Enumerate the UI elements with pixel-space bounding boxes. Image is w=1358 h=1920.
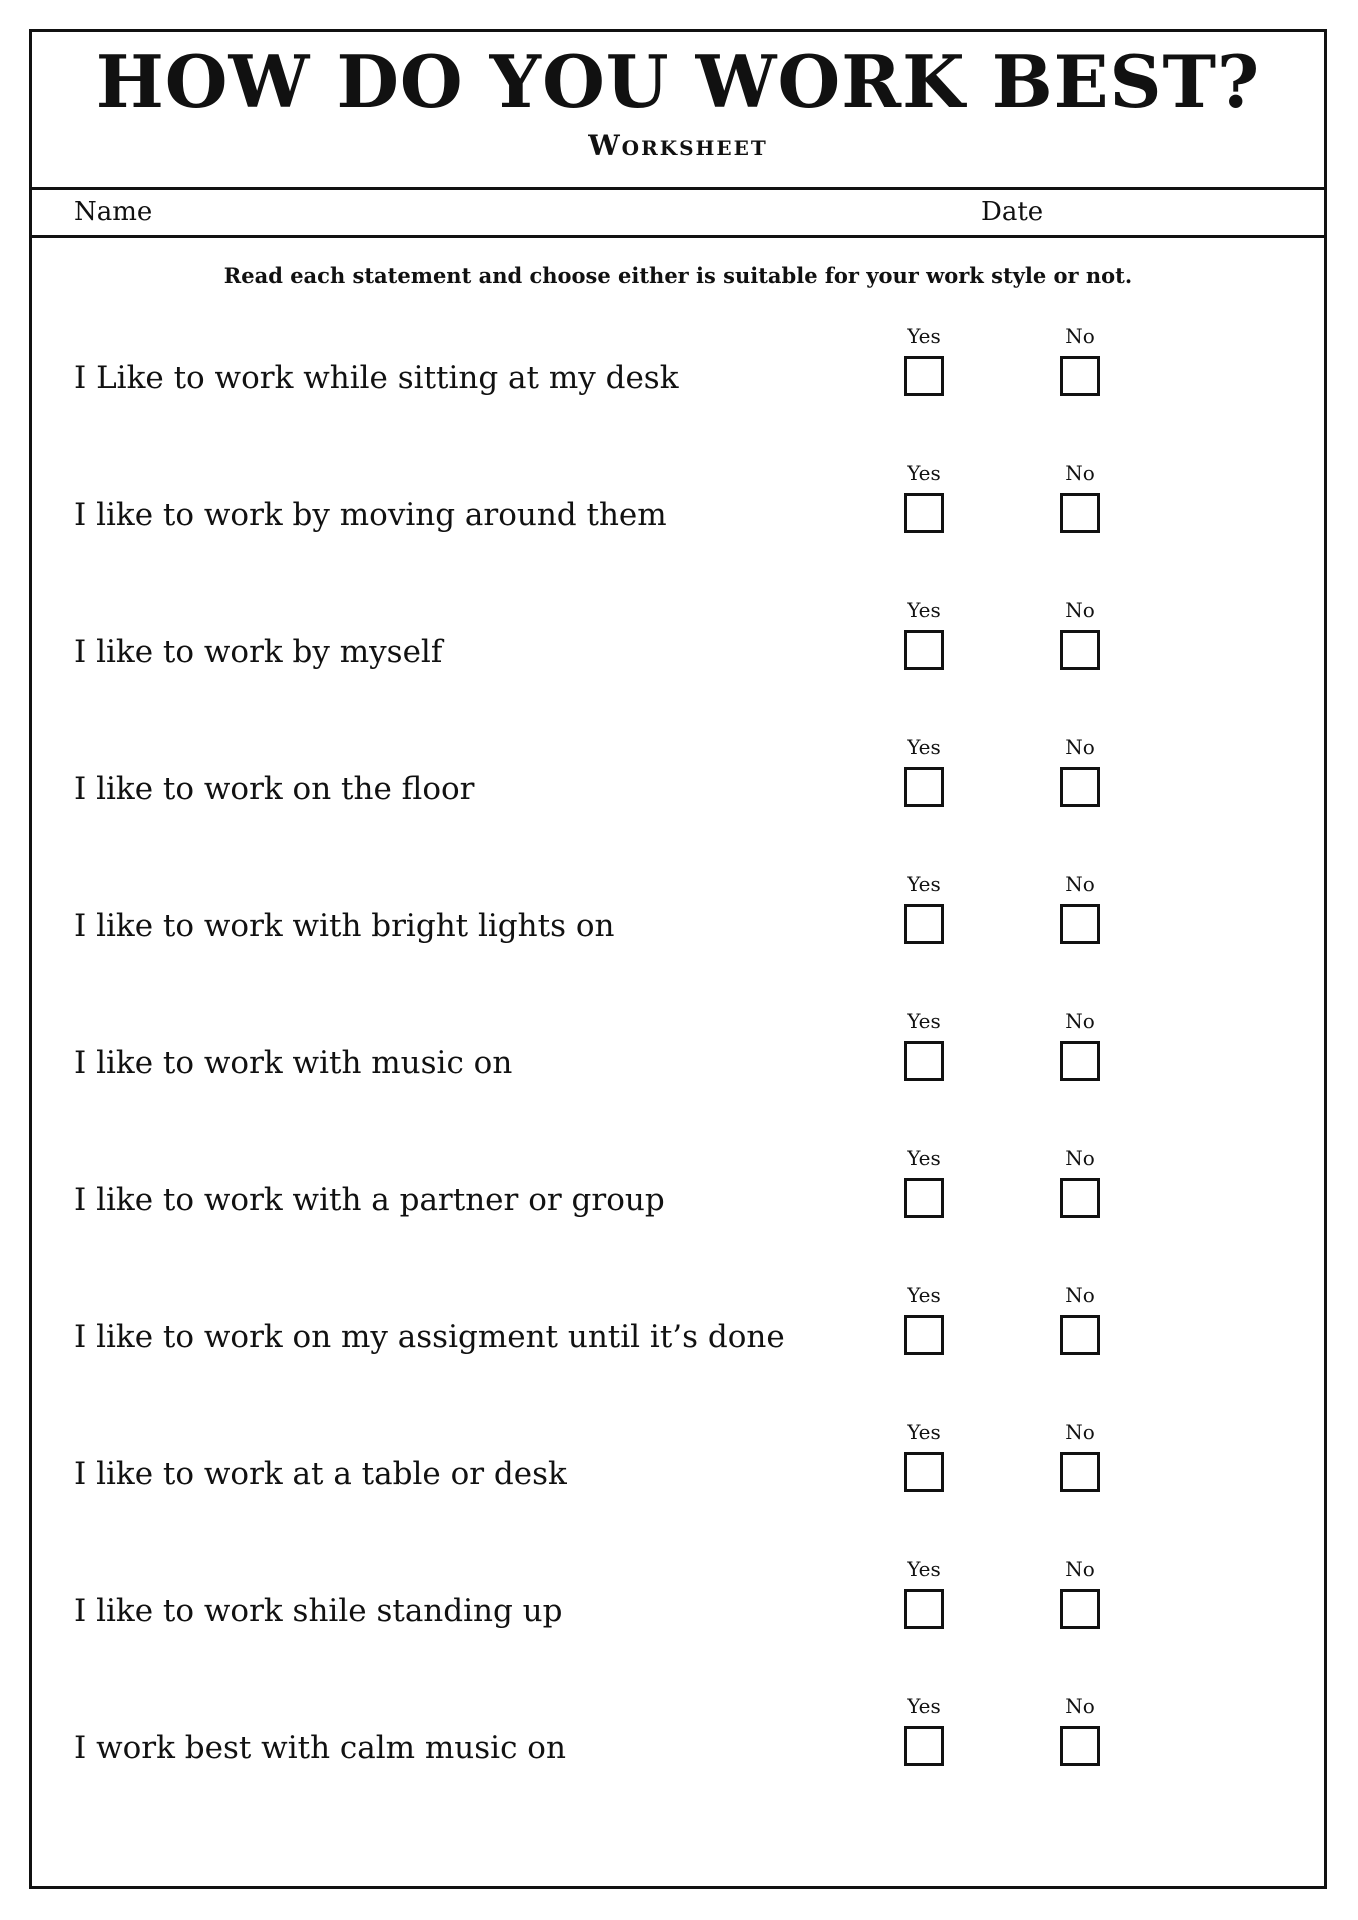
no-label: No — [1065, 735, 1095, 759]
yes-label: Yes — [907, 872, 941, 896]
no-label: No — [1065, 1694, 1095, 1718]
no-label: No — [1065, 1420, 1095, 1444]
question-text: I like to work shile standing up — [74, 1593, 563, 1629]
question-text: I like to work on the floor — [74, 771, 475, 807]
no-checkbox[interactable] — [1060, 1726, 1100, 1766]
no-checkbox[interactable] — [1060, 493, 1100, 533]
question-row — [32, 872, 1324, 972]
yes-checkbox[interactable] — [904, 1178, 944, 1218]
question-row — [32, 461, 1324, 561]
no-checkbox[interactable] — [1060, 904, 1100, 944]
name-field[interactable]: Name — [74, 197, 153, 227]
question-text: I like to work with a partner or group — [74, 1182, 665, 1218]
question-row — [32, 598, 1324, 698]
yes-label: Yes — [907, 324, 941, 348]
no-checkbox[interactable] — [1060, 1041, 1100, 1081]
no-checkbox[interactable] — [1060, 1589, 1100, 1629]
question-text: I like to work with bright lights on — [74, 908, 615, 944]
page-subtitle: Worksheet — [588, 129, 768, 162]
date-field[interactable]: Date — [981, 197, 1044, 227]
question-row — [32, 1146, 1324, 1246]
yes-label: Yes — [907, 1694, 941, 1718]
yes-checkbox[interactable] — [904, 1726, 944, 1766]
no-label: No — [1065, 1283, 1095, 1307]
no-label: No — [1065, 1557, 1095, 1581]
yes-checkbox[interactable] — [904, 1452, 944, 1492]
yes-label: Yes — [907, 1009, 941, 1033]
no-label: No — [1065, 461, 1095, 485]
yes-checkbox[interactable] — [904, 356, 944, 396]
yes-label: Yes — [907, 1420, 941, 1444]
question-text: I work best with calm music on — [74, 1730, 566, 1766]
yes-checkbox[interactable] — [904, 1041, 944, 1081]
question-row — [32, 1420, 1324, 1520]
yes-label: Yes — [907, 461, 941, 485]
question-row — [32, 1557, 1324, 1657]
yes-checkbox[interactable] — [904, 767, 944, 807]
no-checkbox[interactable] — [1060, 1315, 1100, 1355]
yes-label: Yes — [907, 1283, 941, 1307]
question-row — [32, 735, 1324, 835]
no-checkbox[interactable] — [1060, 1452, 1100, 1492]
no-checkbox[interactable] — [1060, 356, 1100, 396]
instructions: Read each statement and choose either is suitable for your work style or not. — [223, 263, 1133, 288]
question-row — [32, 324, 1324, 424]
no-label: No — [1065, 1146, 1095, 1170]
worksheet-frame — [29, 29, 1327, 1889]
yes-label: Yes — [907, 735, 941, 759]
question-text: I like to work at a table or desk — [74, 1456, 567, 1492]
worksheet-header — [32, 32, 1324, 190]
name-date-row — [32, 190, 1324, 238]
yes-checkbox[interactable] — [904, 493, 944, 533]
yes-label: Yes — [907, 1146, 941, 1170]
question-text: I like to work by myself — [74, 634, 443, 670]
question-text: I like to work with music on — [74, 1045, 513, 1081]
no-label: No — [1065, 1009, 1095, 1033]
no-label: No — [1065, 598, 1095, 622]
yes-label: Yes — [907, 598, 941, 622]
no-checkbox[interactable] — [1060, 767, 1100, 807]
yes-label: Yes — [907, 1557, 941, 1581]
no-checkbox[interactable] — [1060, 1178, 1100, 1218]
question-text: I Like to work while sitting at my desk — [74, 360, 679, 396]
question-text: I like to work on my assigment until it’s done — [74, 1319, 785, 1355]
yes-checkbox[interactable] — [904, 630, 944, 670]
yes-checkbox[interactable] — [904, 904, 944, 944]
yes-checkbox[interactable] — [904, 1315, 944, 1355]
yes-checkbox[interactable] — [904, 1589, 944, 1629]
page-title: HOW DO YOU WORK BEST? — [95, 39, 1261, 124]
no-label: No — [1065, 324, 1095, 348]
question-row — [32, 1009, 1324, 1109]
question-row — [32, 1694, 1324, 1794]
question-text: I like to work by moving around them — [74, 497, 667, 533]
no-checkbox[interactable] — [1060, 630, 1100, 670]
no-label: No — [1065, 872, 1095, 896]
question-row — [32, 1283, 1324, 1383]
